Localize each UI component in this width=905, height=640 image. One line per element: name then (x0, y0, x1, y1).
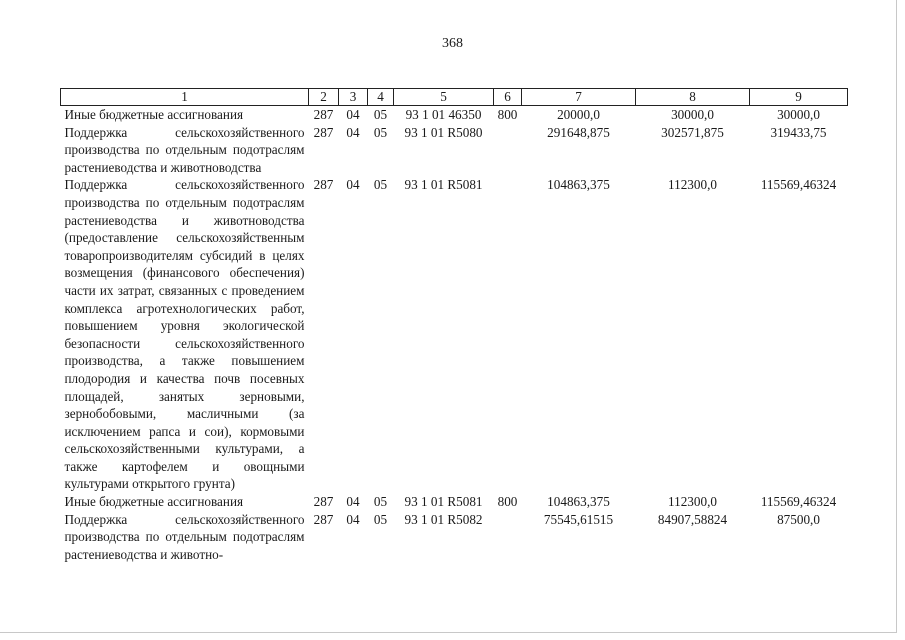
cell-expense-type (494, 124, 522, 177)
table-row (61, 176, 848, 493)
column-header: 5 (394, 89, 494, 106)
table-row (61, 511, 848, 564)
cell-section: 04 (346, 107, 360, 122)
cell-amount-9: 319433,75 (770, 124, 827, 140)
cell-subsection: 05 (373, 494, 388, 510)
cell-amount-9: 115569,46324 (760, 177, 837, 193)
column-header: 6 (494, 89, 522, 106)
cell-target-article: 93 1 01 46350 (405, 107, 482, 122)
cell-target-article: 93 1 01 R5082 (404, 511, 483, 527)
cell-amount-9: 115569,46324 (760, 494, 837, 510)
column-header: 3 (339, 89, 368, 106)
item-name: Иные бюджетные ассигнования (64, 107, 244, 122)
cell-amount-9: 30000,0 (777, 107, 820, 122)
item-name: Поддержка сельскохозяйственного производства по отдельным подотраслям растениеводства и животноводства (64, 124, 305, 175)
column-header: 9 (750, 89, 848, 106)
cell-amount-7: 291648,875 (547, 124, 610, 140)
cell-amount-8: 112300,0 (668, 494, 717, 510)
cell-target-article: 93 1 01 R5081 (404, 177, 483, 193)
table-row (61, 493, 848, 511)
column-header: 4 (368, 89, 394, 106)
cell-subsection: 05 (373, 107, 388, 122)
cell-subsection: 05 (373, 177, 388, 193)
cell-expense-type: 800 (497, 107, 518, 122)
column-header: 1 (61, 89, 309, 106)
cell-ministry-code: 287 (313, 494, 334, 510)
cell-amount-8: 84907,58824 (657, 511, 728, 527)
cell-ministry-code: 287 (313, 177, 334, 193)
cell-amount-8: 302571,875 (661, 124, 724, 140)
cell-subsection: 05 (373, 124, 388, 140)
cell-section: 04 (346, 177, 360, 193)
cell-subsection: 05 (373, 511, 388, 527)
cell-amount-9: 87500,0 (777, 511, 820, 527)
cell-expense-type (494, 511, 522, 564)
column-header: 2 (309, 89, 339, 106)
column-header: 7 (522, 89, 636, 106)
table-row (61, 106, 848, 124)
column-header: 8 (636, 89, 750, 106)
budget-table (60, 88, 848, 563)
cell-ministry-code: 287 (313, 107, 334, 122)
cell-amount-7: 75545,61515 (543, 511, 614, 527)
cell-expense-type: 800 (497, 494, 518, 510)
cell-amount-8: 112300,0 (668, 177, 717, 193)
cell-section: 04 (346, 494, 360, 510)
table-header-row (61, 89, 848, 106)
cell-amount-7: 104863,375 (547, 177, 610, 193)
item-name: Поддержка сельскохозяйственного производства по отдельным подотраслям растениеводства и животноводства (предоставление сельскохозяйственным товаропроизводителям субсидий в целях возмещения (финансового обеспечения) части их затрат, связанных с проведением комплекса агротехнологических работ, повышением уровня экологической безопасности сельскохозяйственного производства, а также повышением плодородия и качества почв посевных площадей, занятых зерновыми, зернобобовыми, масличными (за исключением рапса и сои), кормовыми сельскохозяйственными культурами, а также картофелем и овощными культурами открытого грунта) (64, 177, 305, 492)
item-name: Поддержка сельскохозяйственного производства по отдельным подотраслям растениеводства и животно- (64, 511, 305, 562)
cell-section: 04 (346, 124, 360, 140)
cell-ministry-code: 287 (313, 511, 334, 527)
cell-amount-7: 104863,375 (547, 494, 610, 510)
cell-section: 04 (346, 511, 360, 527)
cell-ministry-code: 287 (313, 124, 334, 140)
cell-target-article: 93 1 01 R5080 (404, 124, 483, 140)
cell-target-article: 93 1 01 R5081 (404, 494, 483, 510)
cell-amount-7: 20000,0 (557, 107, 600, 122)
page-number: 368 (442, 36, 463, 51)
cell-amount-8: 30000,0 (671, 107, 714, 122)
item-name: Иные бюджетные ассигнования (64, 494, 244, 510)
table-row (61, 124, 848, 177)
cell-expense-type (494, 176, 522, 493)
